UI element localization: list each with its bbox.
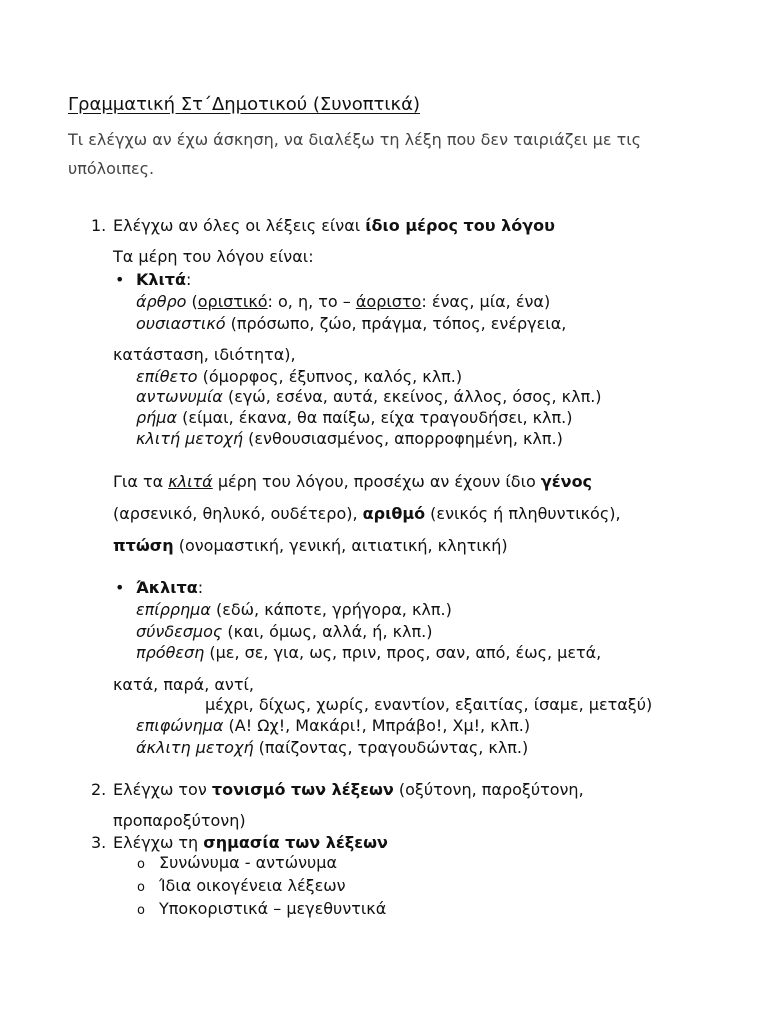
klita-colon: :: [185, 270, 192, 289]
antonymia-line: [136, 387, 602, 407]
aklita-label: Άκλιτα: [136, 578, 198, 597]
section-3-heading: [113, 833, 388, 853]
prothesi-continuation-1: κατά, παρά, αντί,: [113, 675, 254, 694]
intro-line-2: υπόλοιπες.: [68, 159, 155, 178]
epirrima-rest: (εδώ, κάποτε, γρήγορα, κλπ.): [210, 600, 452, 619]
ousiastiko-rest: (πρόσωπο, ζώο, πράγμα, τόπος, ενέργεια,: [225, 314, 567, 333]
note-genos: γένος: [540, 472, 593, 491]
epifonima-rest: (Α! Ωχ!, Μακάρι!, Μπράβο!, Χμ!, κλπ.): [223, 716, 531, 735]
note-text-3: (αρσενικό, θηλυκό, ουδέτερο),: [113, 504, 363, 523]
note-line-1: [113, 472, 592, 492]
prothesi-rest: (με, σε, για, ως, πριν, προς, σαν, από, έως, μετά,: [204, 643, 602, 662]
note-ptosi: πτώση: [113, 536, 174, 555]
prothesi-continuation-2: μέχρι, δίχως, χωρίς, εναντίον, εξαιτίας, ίσαμε, μεταξύ): [205, 695, 653, 714]
akliti-metochi-rest: (παίζοντας, τραγουδώντας, κλπ.): [253, 738, 529, 757]
epitheto-rest: (όμορφος, έξυπνος, καλός, κλπ.): [197, 367, 463, 386]
list-item: Υποκοριστικά – μεγεθυντικά: [159, 899, 387, 918]
section-1-number: 1.: [91, 216, 107, 235]
list-item: Ίδια οικογένεια λέξεων: [159, 876, 346, 895]
antonymia-term: αντωνυμία: [136, 387, 223, 406]
kliti-metochi-rest: (ενθουσιασμένος, απορροφημένη, κλπ.): [243, 429, 563, 448]
section-2-heading-post: (οξύτονη, παροξύτονη,: [393, 780, 584, 799]
section-3-heading-text: Ελέγχω τη: [113, 833, 204, 852]
kliti-metochi-term: κλιτή μετοχή: [136, 429, 244, 448]
circle-bullet: o: [137, 903, 145, 918]
ousiastiko-continuation: κατάσταση, ιδιότητα),: [113, 345, 296, 364]
note-text-5: (ονομαστική, γενική, αιτιατική, κλητική): [173, 536, 508, 555]
akliti-metochi-term: άκλιτη μετοχή: [136, 738, 254, 757]
note-line-3: [113, 536, 508, 556]
section-1-heading-text: Ελέγχω αν όλες οι λέξεις είναι: [113, 216, 366, 235]
note-text-4: (ενικός ή πληθυντικός),: [425, 504, 621, 523]
section-2-continuation: προπαροξύτονη): [113, 811, 246, 830]
syndesmos-line: [136, 622, 432, 642]
arthro-indefinite: άοριστο: [355, 292, 422, 311]
parts-intro: Τα μέρη του λόγου είναι:: [113, 247, 314, 266]
syndesmos-rest: (και, όμως, αλλά, ή, κλπ.): [222, 622, 433, 641]
rima-line: [136, 408, 572, 428]
note-klita: κλιτά: [168, 472, 213, 491]
epifonima-line: [136, 716, 530, 736]
note-line-2: [113, 504, 621, 524]
prothesi-term: πρόθεση: [136, 643, 205, 662]
bullet-marker: •: [115, 578, 125, 597]
arthro-rest: : ένας, μία, ένα): [421, 292, 551, 311]
note-text-2: μέρη του λόγου, προσέχω αν έχουν ίδιο: [212, 472, 541, 491]
intro-line-1: Τι ελέγχω αν έχω άσκηση, να διαλέξω τη λέξη που δεν ταιριάζει με τις: [68, 130, 641, 149]
note-arithmo: αριθμό: [362, 504, 426, 523]
list-item: Συνώνυμα - αντώνυμα: [159, 853, 338, 872]
syndesmos-term: σύνδεσμος: [136, 622, 223, 641]
section-3-heading-bold: σημασία των λέξεων: [203, 833, 388, 852]
circle-bullet: o: [137, 880, 145, 895]
ousiastiko-line: [136, 314, 566, 334]
arthro-mid: : ο, η, το –: [267, 292, 356, 311]
epirrima-line: [136, 600, 452, 620]
epitheto-line: [136, 367, 462, 387]
arthro-open: (: [186, 292, 198, 311]
klita-label: Κλιτά: [136, 270, 186, 289]
rima-term: ρήμα: [136, 408, 178, 427]
section-2-heading: [113, 780, 584, 800]
section-2-number: 2.: [91, 780, 107, 799]
epifonima-term: επιφώνημα: [136, 716, 224, 735]
arthro-definite: οριστικό: [197, 292, 268, 311]
section-3-number: 3.: [91, 833, 107, 852]
klita-heading: [136, 270, 191, 290]
bullet-marker: •: [115, 270, 125, 289]
aklita-heading: [136, 578, 203, 598]
section-1-heading-bold: ίδιο μέρος του λόγου: [365, 216, 555, 235]
aklita-colon: :: [197, 578, 204, 597]
page-title: Γραμματική Στ΄Δημοτικού (Συνοπτικά): [68, 94, 420, 115]
arthro-line: [136, 292, 550, 312]
section-2-heading-text: Ελέγχω τον: [113, 780, 212, 799]
ousiastiko-term: ουσιαστικό: [136, 314, 226, 333]
arthro-term: άρθρο: [136, 292, 187, 311]
antonymia-rest: (εγώ, εσένα, αυτά, εκείνος, άλλος, όσος, κλπ.): [222, 387, 602, 406]
prothesi-line: [136, 643, 601, 663]
section-2-heading-bold: τονισμό των λέξεων: [211, 780, 394, 799]
section-1-heading: [113, 216, 555, 236]
circle-bullet: o: [137, 857, 145, 872]
epirrima-term: επίρρημα: [136, 600, 211, 619]
kliti-metochi-line: [136, 429, 563, 449]
note-text-1: Για τα: [113, 472, 169, 491]
epitheto-term: επίθετο: [136, 367, 198, 386]
akliti-metochi-line: [136, 738, 528, 758]
rima-rest: (είμαι, έκανα, θα παίξω, είχα τραγουδήσει, κλπ.): [177, 408, 573, 427]
